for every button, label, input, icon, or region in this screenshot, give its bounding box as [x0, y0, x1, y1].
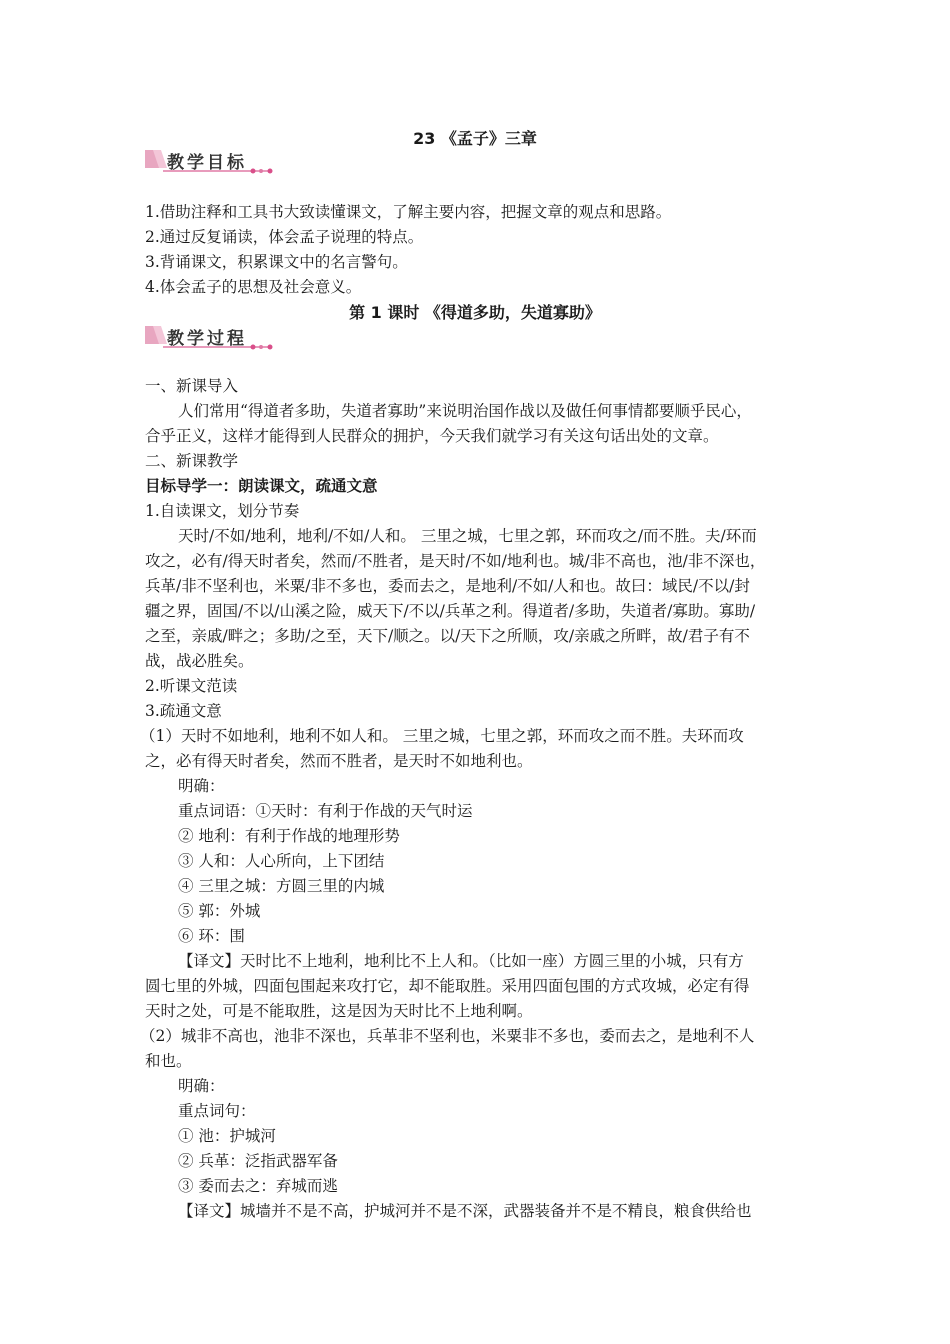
- paragraph-line: 【译文】城墙并不是不高，护城河并不是不深，武器装备并不是不精良，粮食供给也: [178, 1202, 752, 1220]
- paragraph-line: 兵革/非不坚利也，米粟/非不多也，委而去之，是地利/不如/人和也。故曰：域民/不以/封: [145, 577, 750, 595]
- section-banner-goals: [143, 146, 278, 176]
- section-banner-process: [143, 322, 278, 352]
- list-item: ⑤ 郭：外城: [178, 902, 261, 920]
- paragraph-line: 圆七里的外城，四面包围起来攻打它，却不能取胜。采用四面包围的方式攻城，必定有得: [145, 977, 750, 995]
- section-heading: 一、新课导入: [145, 377, 239, 395]
- paragraph-line: 战，战必胜矣。: [145, 652, 254, 670]
- list-item: ② 兵革：泛指武器军备: [178, 1152, 338, 1170]
- step-heading: 1.自读课文，划分节奏: [145, 502, 300, 520]
- goal-1: 1.借助注释和工具书大致读懂课文，了解主要内容，把握文章的观点和思路。: [145, 203, 672, 221]
- step-heading: 2.听课文范读: [145, 677, 238, 695]
- goal-4: 4.体会孟子的思想及社会意义。: [145, 278, 362, 296]
- goal-3: 3.背诵课文，积累课文中的名言警句。: [145, 253, 408, 271]
- paragraph-line: 疆之界，固国/不以/山溪之险，威天下/不以/兵革之利。得道者/多助，失道者/寡助。寡助/: [145, 602, 756, 620]
- paragraph-line: 和也。: [145, 1052, 192, 1070]
- banner-label: 教学过程: [167, 329, 247, 349]
- paragraph-line: （1）天时不如地利，地利不如人和。 三里之城，七里之郭，环而攻之而不胜。夫环而攻: [140, 727, 744, 745]
- paragraph-line: 【译文】天时比不上地利，地利比不上人和。（比如一座）方圆三里的小城，只有方: [178, 952, 744, 970]
- paragraph-line: 重点词句：: [178, 1102, 256, 1120]
- paragraph-line: 攻之，必有/得天时者矣，然而/不胜者，是天时/不如/地利也。城/非不高也，池/非不深也，: [145, 552, 766, 570]
- paragraph-line: 明确：: [178, 1077, 225, 1095]
- list-item: ⑥ 环：围: [178, 927, 245, 945]
- goal-heading: 目标导学一：朗读课文，疏通文意: [145, 477, 378, 495]
- paragraph-line: 天时/不如/地利，地利/不如/人和。 三里之城，七里之郭，环而攻之/而不胜。夫/环而: [178, 527, 757, 545]
- list-item: ③ 人和：人心所向，上下团结: [178, 852, 385, 870]
- paragraph-line: 之，必有得天时者矣，然而不胜者，是天时不如地利也。: [145, 752, 533, 770]
- paragraph-line: 人们常用“得道者多助，失道者寡助”来说明治国作战以及做任何事情都要顺乎民心，: [178, 402, 752, 420]
- paragraph-line: 重点词语：①天时：有利于作战的天气时运: [178, 802, 473, 820]
- list-item: ② 地利：有利于作战的地理形势: [178, 827, 400, 845]
- list-item: ④ 三里之城：方圆三里的内城: [178, 877, 385, 895]
- step-heading: 3.疏通文意: [145, 702, 222, 720]
- list-item: ① 池：护城河: [178, 1127, 276, 1145]
- banner-label: 教学目标: [167, 153, 247, 173]
- paragraph-line: 之至，亲戚/畔之；多助/之至，天下/顺之。以/天下之所顺，攻/亲戚之所畔，故/君子有不: [145, 627, 750, 645]
- list-item: ③ 委而去之：弃城而逃: [178, 1177, 338, 1195]
- paragraph-line: 明确：: [178, 777, 225, 795]
- section-heading: 二、新课教学: [145, 452, 239, 470]
- goal-2: 2.通过反复诵读，体会孟子说理的特点。: [145, 228, 424, 246]
- paragraph-line: 合乎正义，这样才能得到人民群众的拥护，今天我们就学习有关这句话出处的文章。: [145, 427, 719, 445]
- paragraph-line: （2）城非不高也，池非不深也，兵革非不坚利也，米粟非不多也，委而去之，是地利不人: [140, 1027, 755, 1045]
- lesson-title: 第 1 课时 《得道多助，失道寡助》: [349, 303, 601, 322]
- paragraph-line: 天时之处，可是不能取胜，这是因为天时比不上地利啊。: [145, 1002, 533, 1020]
- document-title: 23 《孟子》三章: [413, 129, 537, 148]
